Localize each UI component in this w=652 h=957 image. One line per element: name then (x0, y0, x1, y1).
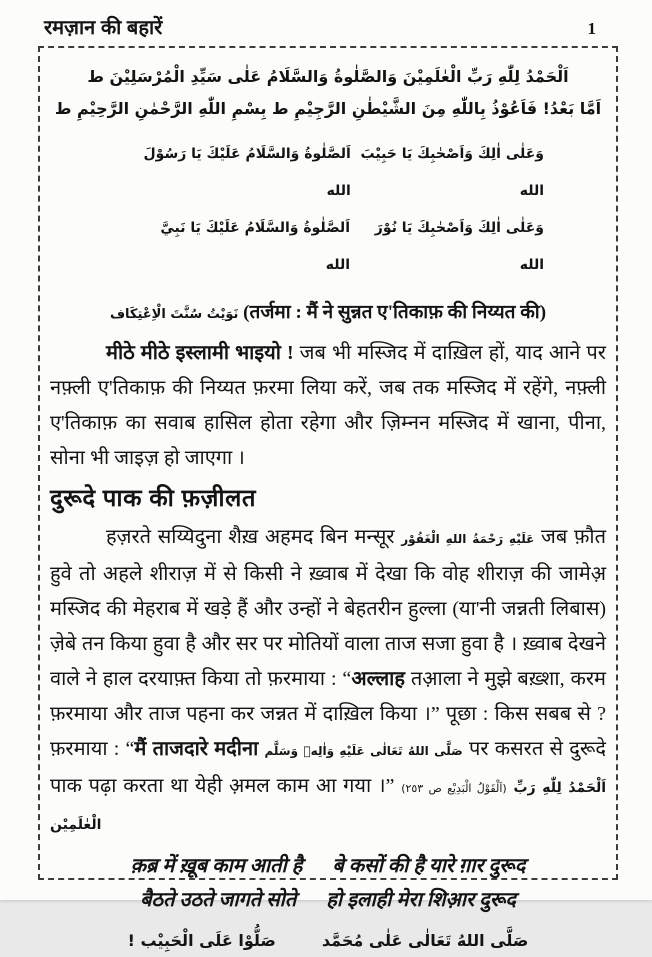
urdu-couplet-block (50, 849, 606, 917)
arabic-taawwuz-bismillah-line: اَمَّا بَعْدُ! فَاَعُوْذُ بِاللّٰهِ مِنَ الشَّيْطٰنِ الرَّجِيْمِ ط بِسْمِ اللّٰهِ الرَّحْمٰنِ الرَّحِيْمِ ط (54, 99, 602, 118)
inline-arabic-rahmatullah: عَلَيْهِ رَحْمَةُ اللهِ الْغَفُوْر (401, 532, 535, 546)
salat-couplet-row-1 (50, 136, 606, 210)
inline-arabic-sallallahu: صَلَّى اللهُ تَعَالٰى عَلَيْهِ وَاٰلِهٖ وَسَلَّم (264, 744, 463, 758)
paragraph-durood-story (50, 520, 606, 843)
arabic-hamd-line: اَلْحَمْدُ لِلّٰهِ رَبِّ الْعٰلَمِيْنَ وَالصَّلٰوةُ وَالسَّلَامُ عَلٰى سَيِّدِ الْمُرْسَلِيْنَ ط (87, 67, 569, 86)
story-bold-allah: अल्लाह (351, 668, 405, 690)
couplet-row-2 (50, 883, 606, 917)
story-part-1: हज़रते सय्यिदुना शैख़ अहमद बिन मन्सूर (106, 526, 395, 548)
paragraph-itikaf-lead: मीठे मीठे इस्लामी भाइयो ! (106, 342, 294, 364)
salat-couplet-2-first-hemistich: اَلصَّلٰوةُ وَالسَّلَامُ عَلَيْكَ يَا نَبِيَّ الله (160, 220, 350, 273)
couplet-2-second-hemistich: हो इलाही मेरा शिआ़र दुरूद (326, 889, 516, 911)
salat-couplet-2-second-hemistich: وَعَلٰى اٰلِكَ وَاَصْحٰبِكَ يَا نُوْرَ الله (374, 220, 544, 273)
salat-couplet-1-first-hemistich: اَلصَّلٰوةُ وَالسَّلَامُ عَلَيْكَ يَا رَسُوْلَ الله (143, 146, 351, 199)
salat-couplet-1-second-hemistich: وَعَلٰى اٰلِكَ وَاَصْحٰبِكَ يَا حَبِيْبَ الله (360, 146, 544, 199)
story-part-3: तआ़ला ने मुझे बख़्शा, करम फ़रमाया और ताज पहना कर जन्नत में दाख़िल किया ।” पूछा : किस सबब से ? फ़रमाया : “ (50, 668, 607, 760)
content-box (38, 46, 618, 950)
niyyat-arabic: نَوَيْتُ سُنَّتَ الْاِعْتِكَاف (109, 307, 239, 322)
couplet-row-1 (50, 849, 606, 883)
closing-sallallahu-ala-muhammad: صَلَّى اللهُ تَعَالٰى عَلٰى مُحَمَّد (321, 931, 529, 950)
closing-salat-line (50, 925, 606, 957)
story-part-2: जब फ़ौत हुवे तो अहले शीराज़ में से किसी ने ख़्वाब में देखा कि वोह शीराज़ की जामेअ़ मस्जिद की मेहराब में खड़े हैं और उन्हों ने बेहतरीन हुल्ला (या'नी जन्नती लिबास) ज़ेबे तन किया हुवा है और सर पर मोतियों वाला ताज सजा हुवा है । ख़्वाब देखने वाले ने हाल दरयाफ़्त किया तो फ़रमाया : “ (50, 526, 606, 690)
inline-arabic-alhamdulillah: اَلْحَمْدُ لِلّٰهِ رَبِّ الْعٰلَمِيْن (50, 780, 606, 833)
page-number: 1 (587, 19, 596, 38)
paragraph-itikaf-body: जब भी मस्जिद में दाख़िल हों, याद आने पर नफ़्ली ए'तिकाफ़ की निय्यत फ़रमा लिया करें, जब तक मस्जिद में रहेंगे, नफ़्ली ए'तिकाफ़ का सवाब हासिल होता रहेगा और ज़िम्नन मस्जिद में खाना, पीना, सोना भी जाइज़ हो जाएगा । (50, 342, 606, 469)
couplet-2-first-hemistich: बैठते उठते जागते सोते (140, 889, 297, 911)
niyyat-translation: (तर्जमा : मैं ने सुन्नत ए'तिकाफ़ की निय्यत की) (243, 302, 547, 323)
salat-couplet-row-2 (50, 210, 606, 284)
section-heading-durood-fazilat: दुरूदे पाक की फ़ज़ीलत (50, 485, 257, 512)
story-bold-tajdare-madina: मैं ताजदारे मदीना (134, 738, 259, 760)
citation-al-qaul-al-badi: (اَلْقَوْلُ الْبَدِيْع ص ٢٥٣) (401, 782, 507, 795)
paragraph-itikaf (50, 336, 606, 476)
closing-sallu-alal-habib: صَلُّوْا عَلَى الْحَبِيْب ! (127, 931, 276, 950)
story-part-4: पर कसरत से दुरूदे पाक पढ़ा करता था येही अ़मल काम आ गया ।” (50, 738, 606, 797)
book-title: रमज़ान की बहारें (44, 17, 163, 39)
page-header (0, 0, 652, 42)
salat-couplets (50, 136, 606, 284)
couplet-1-second-hemistich: बे कसों की है यारे ग़ार दुरूद (332, 855, 526, 877)
couplet-1-first-hemistich: क़ब्र में ख़ूब काम आती है (130, 855, 303, 877)
itikaf-niyyat-line (50, 296, 606, 332)
